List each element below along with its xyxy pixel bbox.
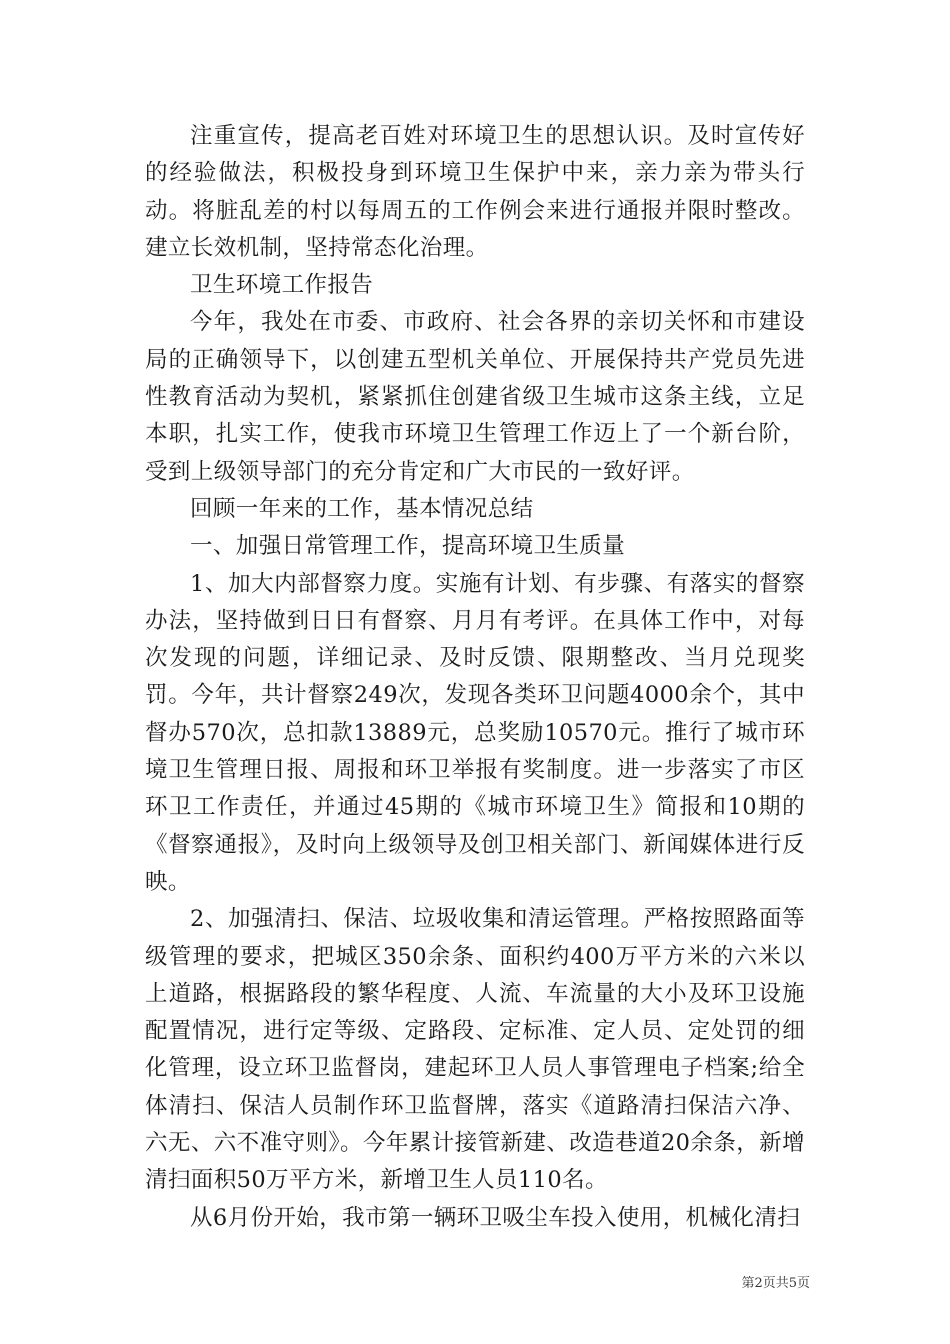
paragraph-intro: 注重宣传，提高老百姓对环境卫生的思想认识。及时宣传好的经验做法，积极投身到环境卫生保护中来，亲力亲为带头行动。将脏乱差的村以每周五的工作例会来进行通报并限时整改。建立长效机制，坚持常态化治理。 bbox=[145, 123, 805, 261]
paragraph-item-1: 1、加大内部督察力度。实施有计划、有步骤、有落实的督察办法，坚持做到日日有督察、月月有考评。在具体工作中，对每次发现的问题，详细记录、及时反馈、限期整改、当月兑现奖罚。今年，共计督察249次，发现各类环卫问题4000余个，其中督办570次，总扣款13889元，总奖励10570元。推行了城市环境卫生管理日报、周报和环卫举报有奖制度。进一步落实了市区环卫工作责任，并通过45期的《城市环境卫生》简报和10期的《督察通报》，及时向上级领导及创卫相关部门、新闻媒体进行反映。 bbox=[145, 570, 805, 895]
section-title-report: 卫生环境工作报告 bbox=[190, 272, 374, 299]
document-body bbox=[145, 118, 805, 1237]
section-heading-one: 一、加强日常管理工作，提高环境卫生质量 bbox=[190, 533, 626, 560]
paragraph-continuation: 从6月份开始，我市第一辆环卫吸尘车投入使用，机械化清扫 bbox=[190, 1204, 801, 1231]
paragraph-item-2: 2、加强清扫、保洁、垃圾收集和清运管理。严格按照路面等级管理的要求，把城区350余条、面积约400万平方米的六米以上道路，根据路段的繁华程度、人流、车流量的大小及环卫设施配置情况，进行定等级、定路段、定标准、定人员、定处罚的细化管理，设立环卫监督岗，建起环卫人员人事管理电子档案;给全体清扫、保洁人员制作环卫监督牌，落实《道路清扫保洁六净、六无、六不准守则》。今年累计接管新建、改造巷道20余条，新增清扫面积50万平方米，新增卫生人员110名。 bbox=[145, 906, 805, 1194]
paragraph-overview: 今年，我处在市委、市政府、社会各界的亲切关怀和市建设局的正确领导下，以创建五型机关单位、开展保持共产党员先进性教育活动为契机，紧紧抓住创建省级卫生城市这条主线，立足本职，扎实工作，使我市环境卫生管理工作迈上了一个新台阶，受到上级领导部门的充分肯定和广大市民的一致好评。 bbox=[145, 309, 805, 485]
section-title-review: 回顾一年来的工作，基本情况总结 bbox=[190, 495, 534, 522]
page-number: 第2页共5页 bbox=[741, 1276, 810, 1291]
